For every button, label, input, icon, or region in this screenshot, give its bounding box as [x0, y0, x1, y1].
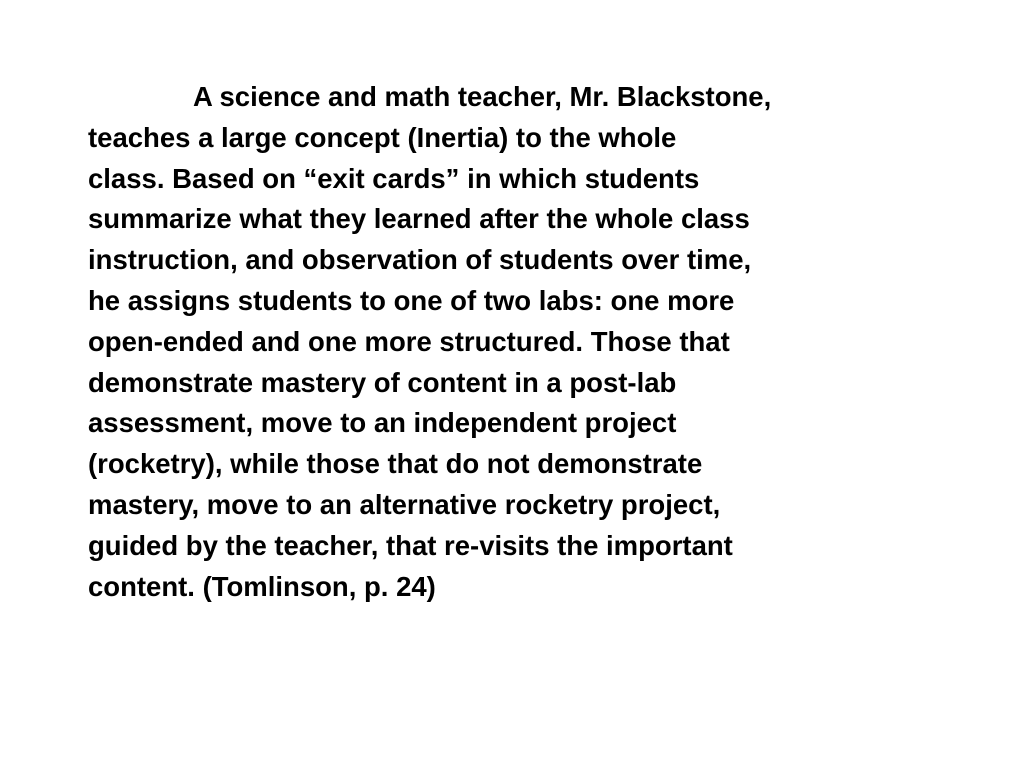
- paragraph-line: instruction, and observation of students over time,: [88, 244, 752, 276]
- paragraph-line: content. (Tomlinson, p. 24): [88, 570, 436, 602]
- paragraph-line: summarize what they learned after the whole class: [88, 203, 750, 235]
- paragraph-line: demonstrate mastery of content in a post-lab: [88, 366, 677, 398]
- paragraph-line: assessment, move to an independent project: [88, 407, 677, 439]
- paragraph-line: he assigns students to one of two labs: one more: [88, 284, 735, 316]
- paragraph-line: A science and math teacher, Mr. Blackstone,: [193, 81, 772, 112]
- paragraph-line: class. Based on “exit cards” in which students: [88, 162, 700, 194]
- paragraph-line: (rocketry), while those that do not demonstrate: [88, 448, 703, 480]
- paragraph-line: guided by the teacher, that re-visits the important: [88, 529, 733, 561]
- paragraph-line: teaches a large concept (Inertia) to the whole: [88, 121, 677, 153]
- paragraph-line: mastery, move to an alternative rocketry project,: [88, 488, 721, 520]
- body-paragraph: [88, 77, 948, 607]
- paragraph-line: open-ended and one more structured. Those that: [88, 325, 730, 357]
